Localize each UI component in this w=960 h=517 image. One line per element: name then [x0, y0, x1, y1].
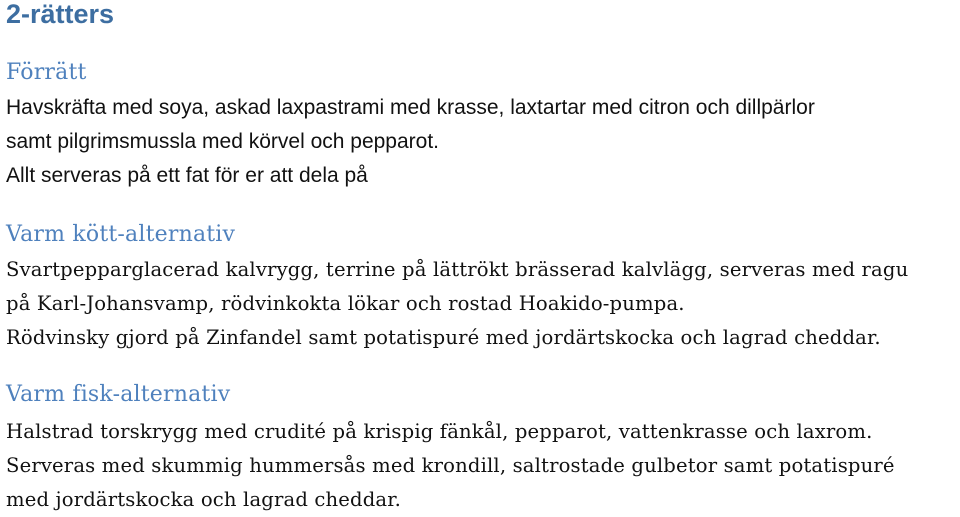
varm-kott-line-3: Rödvinsky gjord på Zinfandel samt potatispuré med jordärtskocka och lagrad cheddar. — [6, 326, 881, 349]
forratt-line-1: Havskräfta med soya, askad laxpastrami med krasse, laxtartar med citron och dillpärlor — [6, 96, 815, 119]
varm-kott-line-1: Svartpepparglacerad kalvrygg, terrine på lättrökt brässerad kalvlägg, serveras med ragu — [6, 258, 909, 281]
page-title: 2-rätters — [6, 0, 115, 29]
forratt-line-3: Allt serveras på ett fat för er att dela på — [6, 164, 368, 187]
varm-kott-line-2: på Karl-Johansvamp, rödvinkokta lökar och rostad Hoakido-pumpa. — [6, 292, 685, 315]
section-heading-forratt: Förrätt — [6, 60, 87, 85]
section-heading-varm-kott: Varm kött-alternativ — [6, 222, 236, 247]
varm-fisk-line-2: Serveras med skummig hummersås med krondill, saltrostade gulbetor samt potatispuré — [6, 454, 895, 477]
varm-fisk-line-3: med jordärtskocka och lagrad cheddar. — [6, 488, 402, 511]
section-heading-varm-fisk: Varm fisk-alternativ — [6, 382, 231, 407]
varm-fisk-line-1: Halstrad torskrygg med crudité på krispig fänkål, pepparot, vattenkrasse och laxrom. — [6, 420, 873, 443]
forratt-line-2: samt pilgrimsmussla med körvel och pepparot. — [6, 130, 440, 153]
